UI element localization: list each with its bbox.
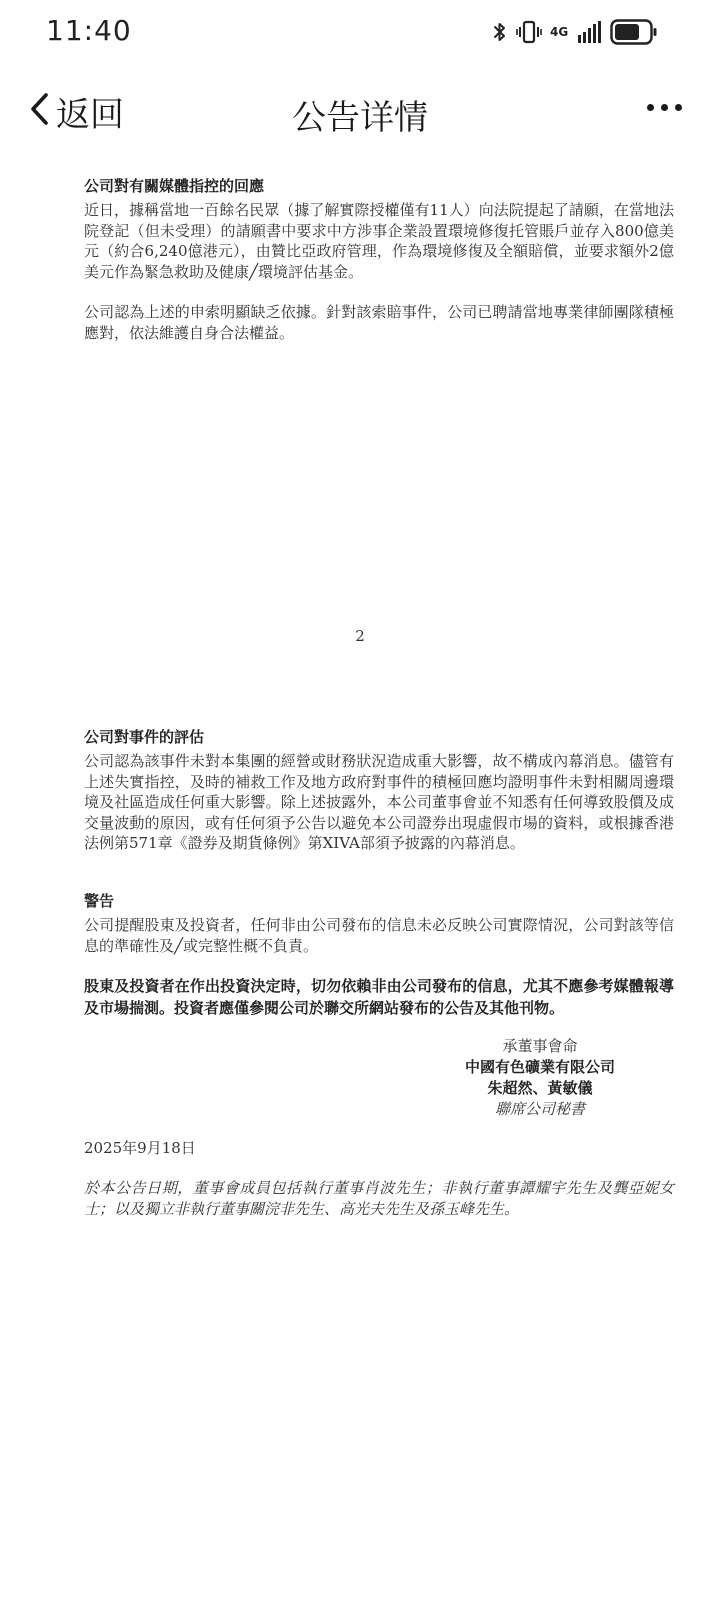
page-number: 2 bbox=[355, 627, 365, 645]
status-time: 11:40 bbox=[46, 14, 132, 47]
paragraph: 公司認為該事件未對本集團的經營或財務狀況造成重大影響，故不構成內幕消息。儘管有上述失實指控，及時的補救工作及地方政府對事件的積極回應均證明事件未對相關周邊環境及社區造成任何重大影響。除上述披露外，本公司董事會並不知悉有任何導致股價及成交量波動的原因，或有任何須予公告以避免本公司證券出現虛假市場的資料，或根據香港法例第571章《證券及期貨條例》第XIVA部須予披露的內幕消息。 bbox=[84, 752, 674, 852]
more-horizontal-icon bbox=[661, 104, 668, 111]
chevron-left-icon bbox=[28, 92, 52, 130]
section-investor-notice bbox=[84, 975, 674, 1019]
more-horizontal-icon bbox=[675, 104, 682, 111]
announcement-date: 2025年9月18日 bbox=[84, 1139, 196, 1157]
section-warning bbox=[84, 891, 674, 956]
section-event-assessment bbox=[84, 727, 674, 854]
page-title: 公告详情 bbox=[292, 98, 428, 138]
more-horizontal-icon bbox=[647, 104, 654, 111]
signature-line: 承董事會命 bbox=[502, 1037, 578, 1055]
board-members-note bbox=[84, 1178, 674, 1219]
vibrate-icon bbox=[516, 20, 542, 44]
back-button[interactable] bbox=[28, 88, 124, 134]
signature-block bbox=[430, 1036, 650, 1120]
section-media-response bbox=[84, 176, 674, 343]
back-label: 返回 bbox=[56, 94, 124, 135]
more-button[interactable] bbox=[647, 104, 682, 111]
paragraph: 於本公告日期，董事會成員包括執行董事肖波先生；非執行董事譚耀宇先生及龔亞妮女士；以及獨立非執行董事關浣非先生、高光夫先生及孫玉峰先生。 bbox=[84, 1179, 674, 1218]
nav-bar bbox=[0, 78, 720, 144]
section-heading: 警告 bbox=[84, 892, 115, 910]
battery-icon bbox=[610, 19, 658, 45]
bluetooth-icon bbox=[492, 20, 508, 44]
status-icons bbox=[492, 16, 658, 48]
secretary-names: 朱超然、黃敏儀 bbox=[487, 1079, 593, 1097]
paragraph: 公司認為上述的申索明顯缺乏依據。針對該索賠事件，公司已聘請當地專業律師團隊積極應對，依法維護自身合法權益。 bbox=[84, 303, 674, 342]
signal-icon bbox=[578, 21, 602, 43]
secretary-role: 聯席公司秘書 bbox=[494, 1100, 585, 1118]
company-name: 中國有色礦業有限公司 bbox=[464, 1058, 615, 1076]
paragraph: 近日，據稱當地一百餘名民眾（據了解實際授權僅有11人）向法院提起了請願，在當地法院登記（但未受理）的請願書中要求中方涉事企業設置環境修復托管賬戶並存入800億美元（約合6,240億港元），由贊比亞政府管理，作為環境修復及全額賠償，並要求額外2億美元作為緊急救助及健康╱環境評估基金。 bbox=[84, 201, 674, 281]
paragraph: 公司提醒股東及投資者，任何非由公司發布的信息未必反映公司實際情況，公司對該等信息的準確性及╱或完整性概不負責。 bbox=[84, 916, 674, 955]
section-heading: 公司對事件的評估 bbox=[84, 728, 205, 746]
network-label: 4G bbox=[550, 25, 569, 39]
status-bar bbox=[0, 0, 720, 64]
section-heading: 公司對有關媒體指控的回應 bbox=[84, 177, 265, 195]
bold-paragraph: 股東及投資者在作出投資決定時，切勿依賴非由公司發布的信息，尤其不應參考媒體報導及市場揣測。投資者應僅參閱公司於聯交所網站發布的公告及其他刊物。 bbox=[84, 977, 674, 1017]
